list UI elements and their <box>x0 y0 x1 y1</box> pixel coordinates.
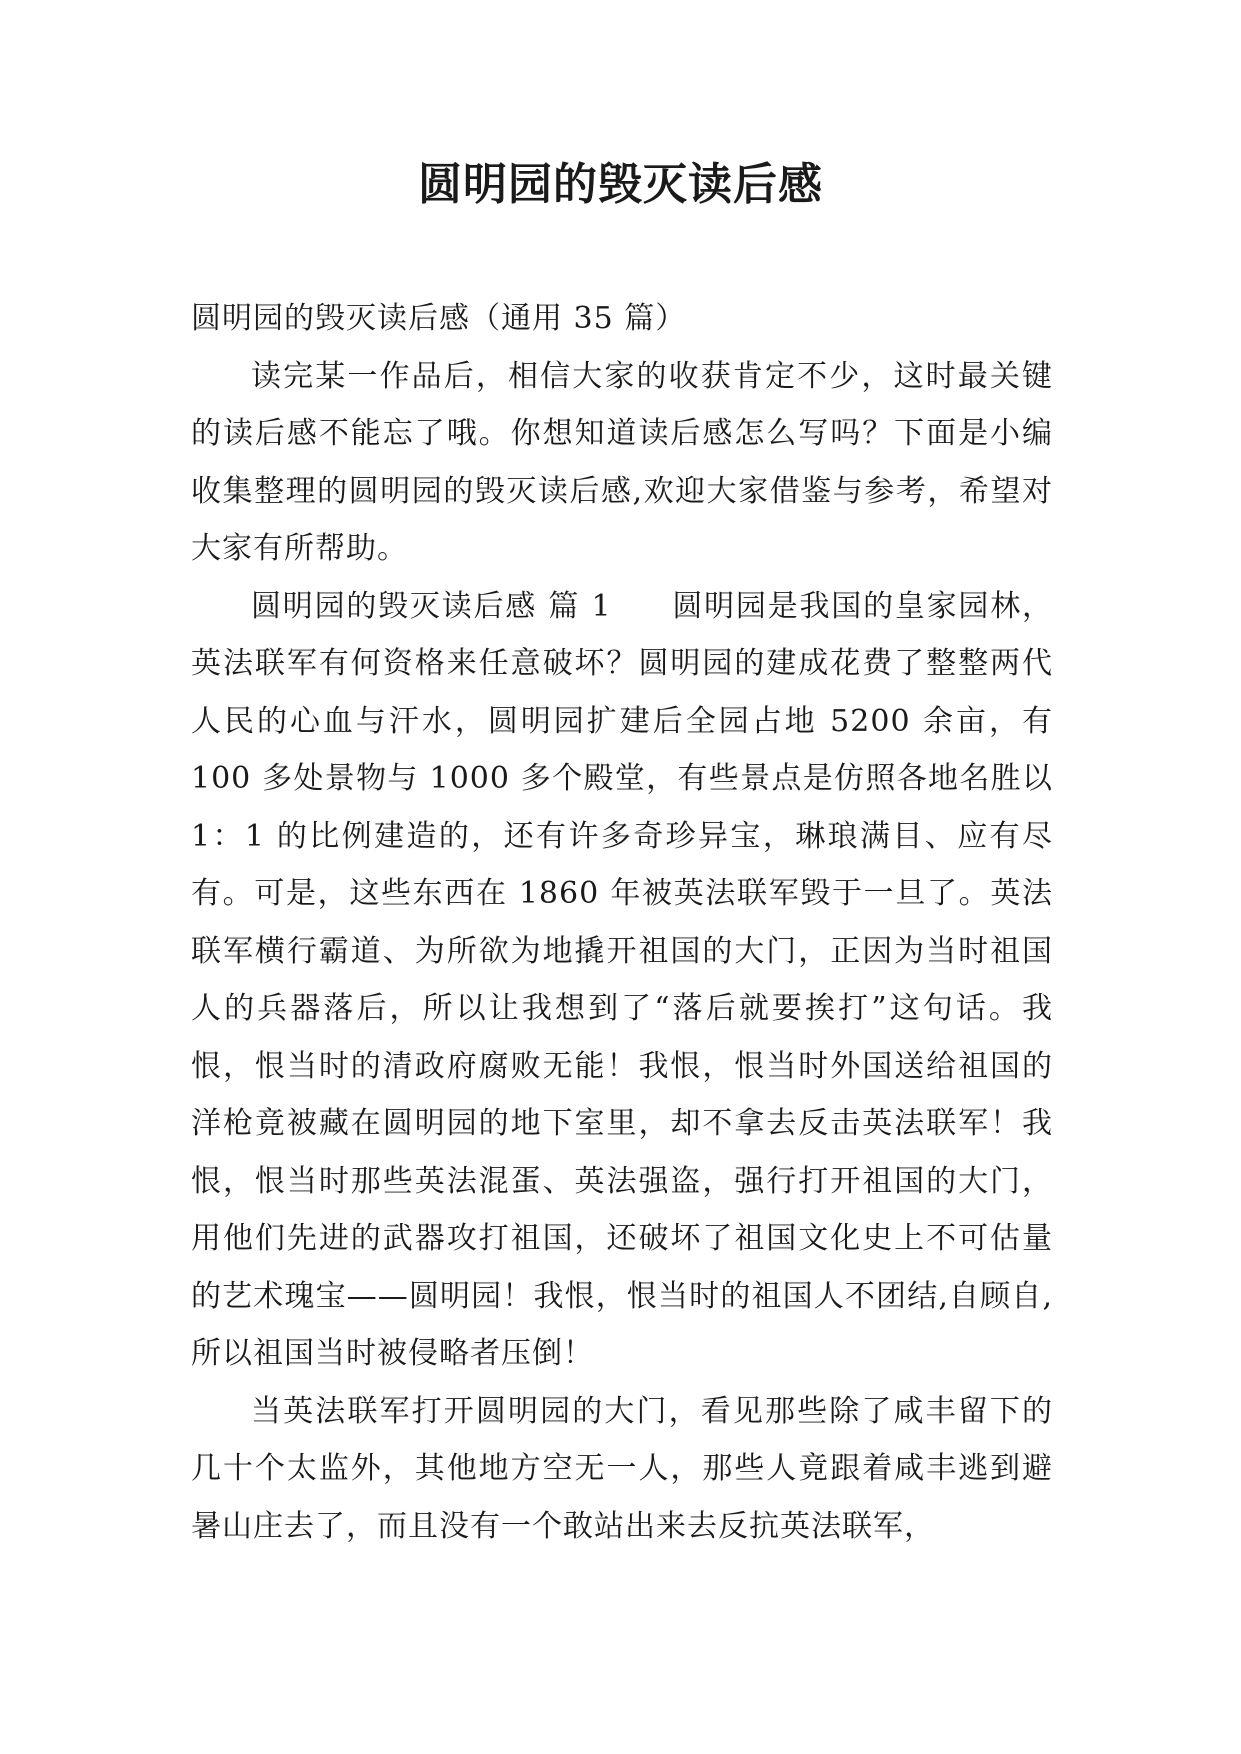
intro-paragraph: 读完某一作品后，相信大家的收获肯定不少，这时最关键的读后感不能忘了哦。你想知道读后感怎么写吗？下面是小编收集整理的圆明园的毁灭读后感,欢迎大家借鉴与参考，希望对大家有所帮助。 <box>191 358 1053 566</box>
paragraph-3: 当英法联军打开圆明园的大门，看见那些除了咸丰留下的几十个太监外，其他地方空无一人，那些人竟跟着咸丰逃到避暑山庄去了，而且没有一个敢站出来去反抗英法联军， <box>191 1393 1053 1544</box>
document-body <box>191 290 1053 1555</box>
section-1-body: 圆明园是我国的皇家园林，英法联军有何资格来任意破坏？圆明园的建成花费了整整两代人民的心血与汗水，圆明园扩建后全园占地 5200 余亩，有 100 多处景物与 1000 多个殿堂，有些景点是仿照各地名胜以 1：1 的比例建造的，还有许多奇珍异宝，琳琅满目、应有尽有。可是，这些东西在 1860 年被英法联军毁于一旦了。英法联军横行霸道、为所欲为地撬开祖国的大门，正因为当时祖国人的兵器落后，所以让我想到了“落后就要挨打”这句话。我恨，恨当时的清政府腐败无能！我恨，恨当时外国送给祖国的洋枪竟被藏在圆明园的地下室里，却不拿去反击英法联军！我恨，恨当时那些英法混蛋、英法强盗，强行打开祖国的大门，用他们先进的武器攻打祖国，还破坏了祖国文化史上不可估量的艺术瑰宝——圆明园！我恨，恨当时的祖国人不团结,自顾自,所以祖国当时被侵略者压倒！ <box>191 588 1053 1371</box>
document-title: 圆明园的毁灭读后感 <box>418 159 823 210</box>
document-subtitle: 圆明园的毁灭读后感（通用 35 篇） <box>191 301 687 336</box>
section-1-paragraph <box>191 578 1053 1383</box>
section-1-heading: 圆明园的毁灭读后感 篇 1 <box>251 588 612 624</box>
